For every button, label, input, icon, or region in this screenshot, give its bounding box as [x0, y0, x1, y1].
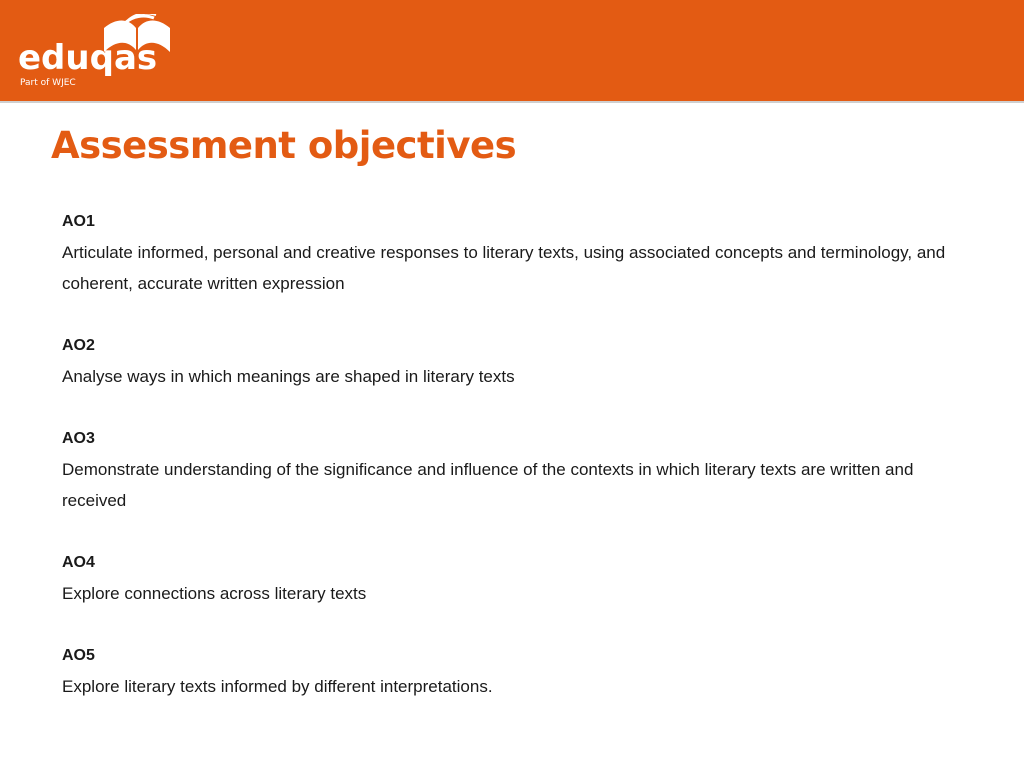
objective-item — [62, 547, 982, 609]
header-bar — [0, 0, 1024, 103]
objective-text: Demonstrate understanding of the significance and influence of the contexts in which literary texts are written and received — [62, 460, 914, 510]
brand-name: eduqas — [18, 38, 158, 78]
objective-item — [62, 640, 982, 702]
objective-code: AO2 — [62, 337, 95, 354]
objective-item — [62, 423, 982, 516]
objective-code: AO5 — [62, 647, 95, 664]
objective-text: Explore connections across literary texts — [62, 584, 367, 603]
objective-code: AO3 — [62, 430, 95, 447]
objective-code: AO4 — [62, 554, 95, 571]
objective-text: Articulate informed, personal and creative responses to literary texts, using associated concepts and terminology, and coherent, accurate written expression — [62, 243, 946, 293]
objective-text: Analyse ways in which meanings are shaped in literary texts — [62, 367, 515, 386]
objective-item — [62, 330, 982, 392]
eduqas-logo — [18, 14, 168, 92]
brand-tagline: Part of WJEC — [20, 78, 76, 88]
page-title: Assessment objectives — [51, 124, 517, 167]
objectives-list — [62, 206, 982, 733]
objective-text: Explore literary texts informed by different interpretations. — [62, 677, 493, 696]
objective-item — [62, 206, 982, 299]
objective-code: AO1 — [62, 213, 95, 230]
